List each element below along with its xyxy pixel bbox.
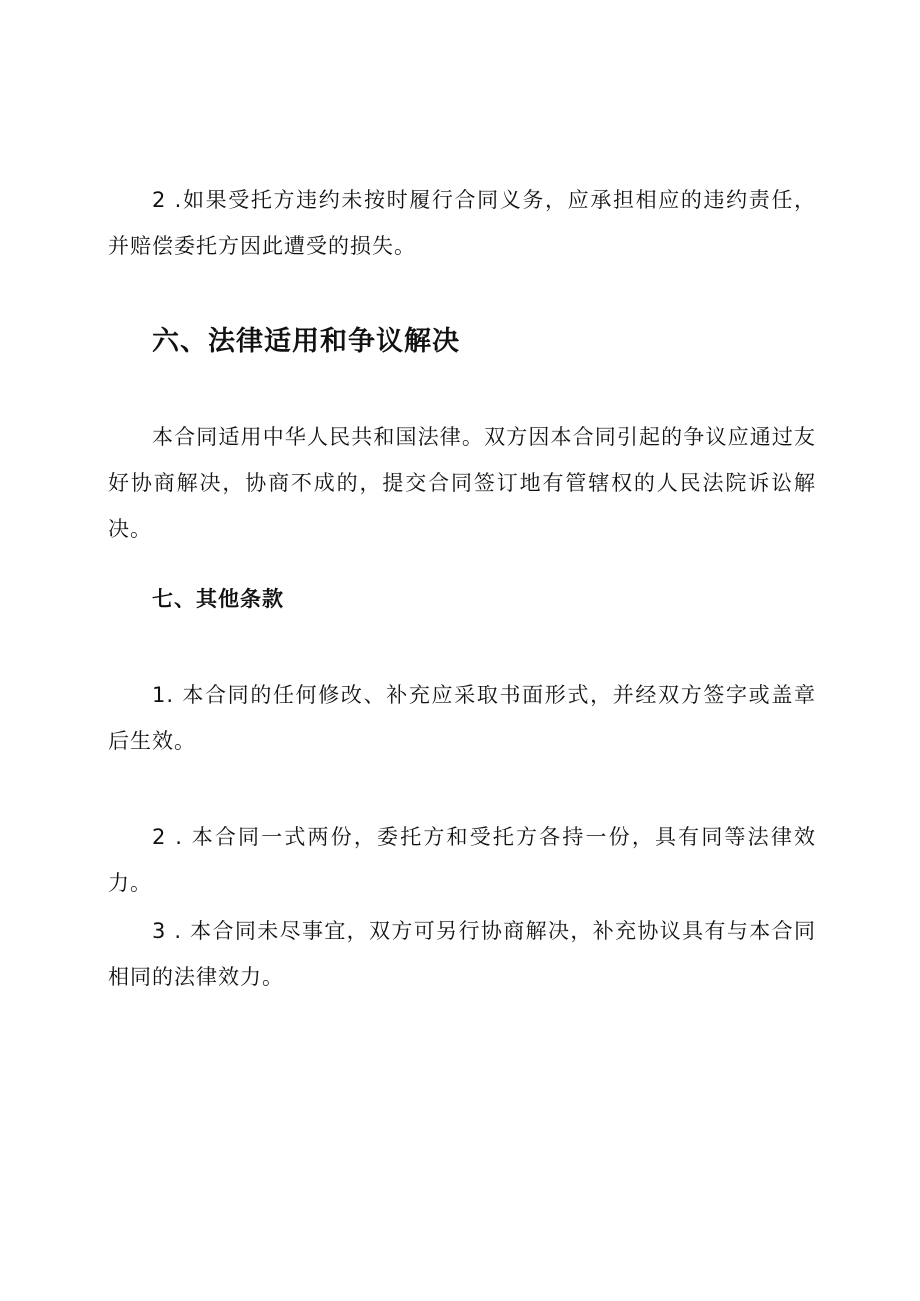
section-6-heading: 六、法律适用和争议解决 bbox=[152, 326, 460, 357]
section-6-body: 本合同适用中华人民共和国法律。双方因本合同引起的争议应通过友好协商解决，协商不成的，提交合同签订地有管辖权的人民法院诉讼解决。 bbox=[108, 425, 816, 541]
section-7-item-2: 2 . 本合同一式两份，委托方和受托方各持一份，具有同等法律效力。 bbox=[108, 825, 816, 895]
breach-clause-2: 2 .如果受托方违约未按时履行合同义务，应承担相应的违约责任，并赔偿委托方因此遭受的损失。 bbox=[108, 188, 816, 258]
section-7-item-1: 1. 本合同的任何修改、补充应采取书面形式，并经双方签字或盖章后生效。 bbox=[108, 683, 816, 753]
section-7-heading: 七、其他条款 bbox=[152, 587, 284, 611]
section-7-item-3: 3 . 本合同未尽事宜，双方可另行协商解决，补充协议具有与本合同相同的法律效力。 bbox=[108, 919, 816, 989]
